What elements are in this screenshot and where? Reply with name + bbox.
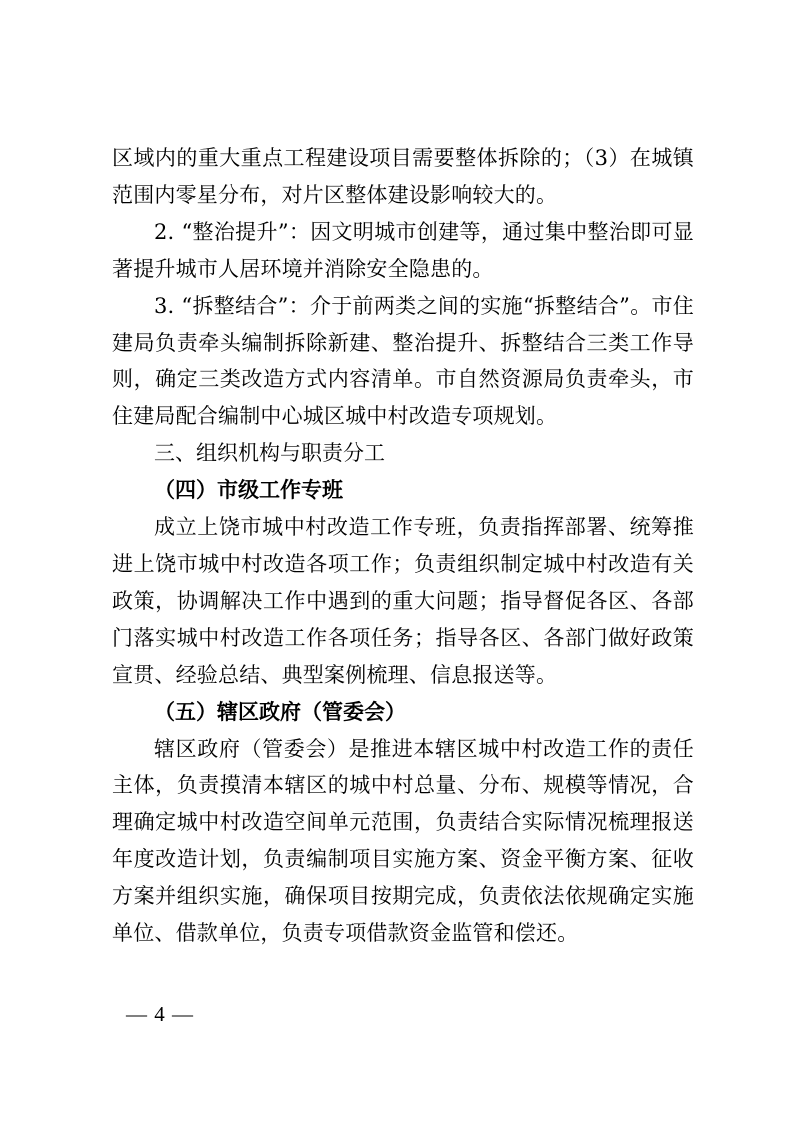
paragraph-item-2: 2. “整治提升”：因文明城市创建等，通过集中整治即可显著提升城市人居环境并消除安全隐患的。	[112, 219, 694, 281]
subsection-body-5: 辖区政府（管委会）是推进本辖区城中村改造工作的责任主体，负责摸清本辖区的城中村总量、分布、规模等情况，合理确定城中村改造空间单元范围，负责结合实际情况梳理报送年度改造计划，负责编制项目实施方案、资金平衡方案、征收方案并组织实施，确保项目按期完成，负责依法依规确定实施单位、借款单位，负责专项借款资金监管和偿还。	[112, 736, 694, 946]
paragraph-item-3: 3. “拆整结合”：介于前两类之间的实施“拆整结合”。市住建局负责牵头编制拆除新建、整治提升、拆整结合三类工作导则，确定三类改造方式内容清单。市自然资源局负责牵头，市住建局配合编制中心城区城中村改造专项规划。	[112, 293, 694, 429]
document-body	[112, 140, 694, 952]
paragraph-continuation: 区域内的重大重点工程建设项目需要整体拆除的；（3）在城镇范围内零星分布，对片区整体建设影响较大的。	[112, 146, 694, 207]
subsection-title-5: （五）辖区政府（管委会）	[154, 698, 406, 724]
page-number: — 4 —	[126, 1002, 194, 1026]
section-heading: 三、组织机构与职责分工	[154, 441, 385, 466]
subsection-title-4: （四）市级工作专班	[154, 477, 343, 503]
subsection-body-4: 成立上饶市城中村改造工作专班，负责指挥部署、统筹推进上饶市城中村改造各项工作；负责组织制定城中村改造有关政策，协调解决工作中遇到的重大问题；指导督促各区、各部门落实城中村改造工作各项任务；指导各区、各部门做好政策宣贯、经验总结、典型案例梳理、信息报送等。	[112, 515, 694, 687]
